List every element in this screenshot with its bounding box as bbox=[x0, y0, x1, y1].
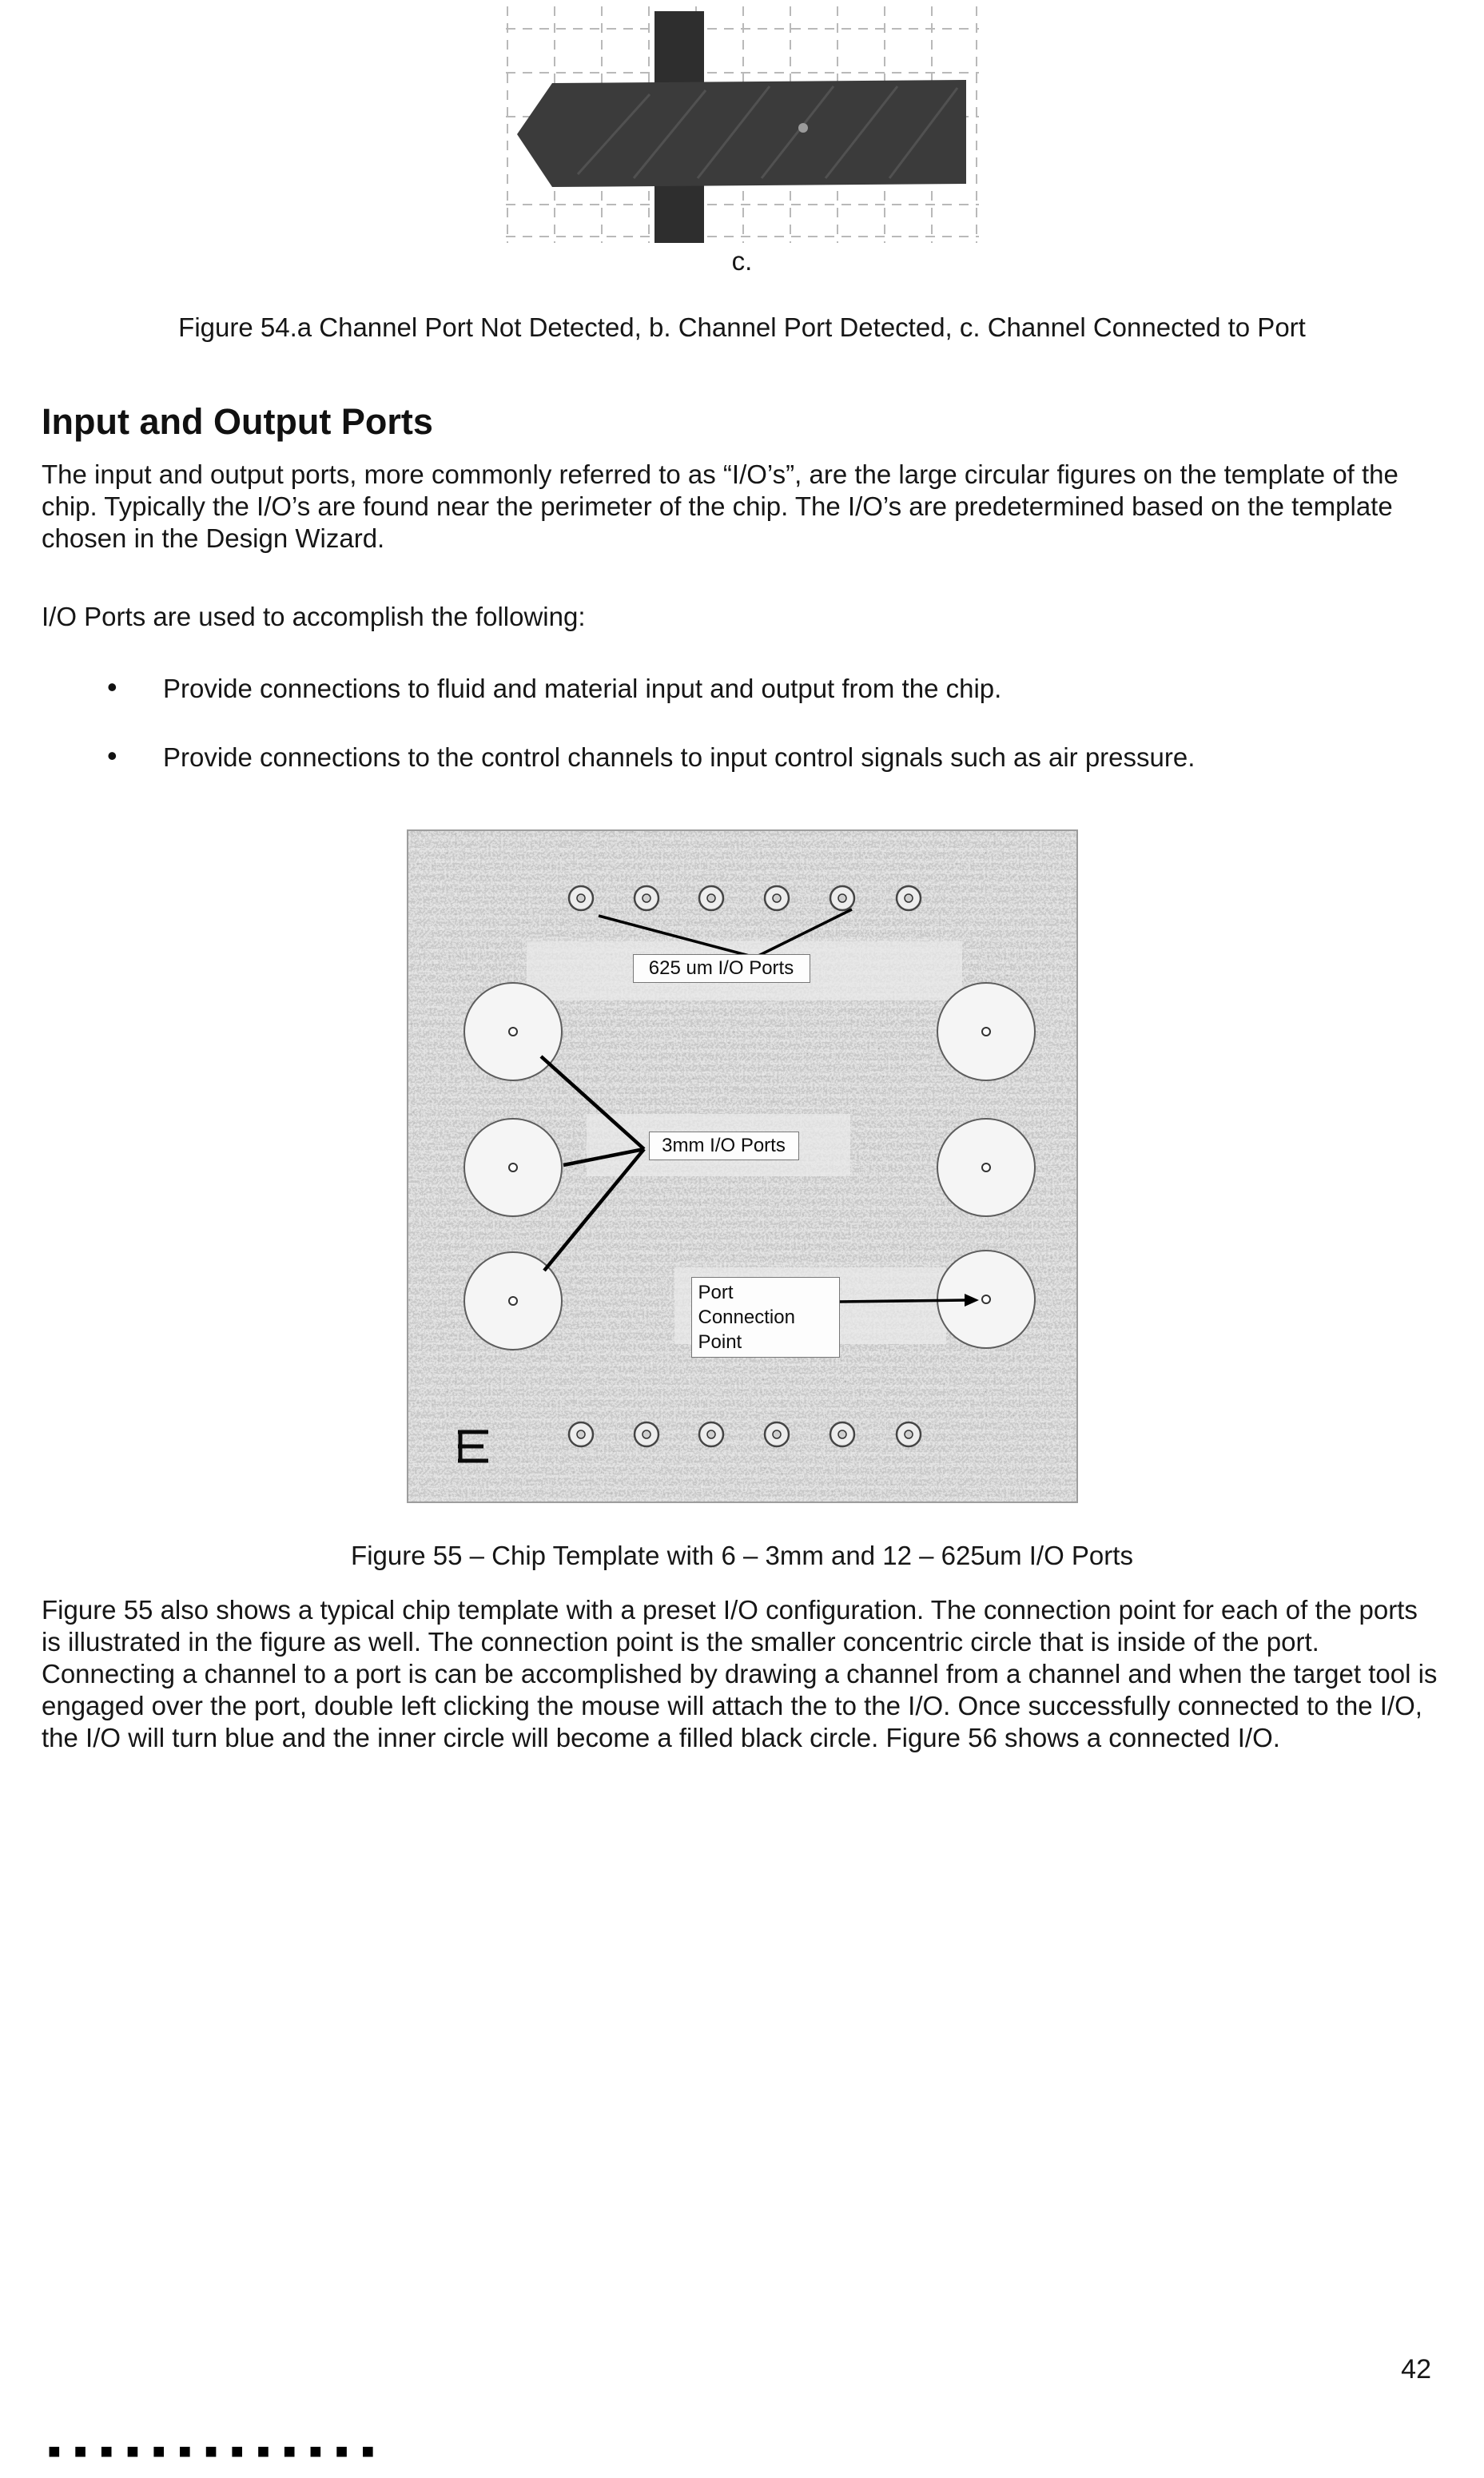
figure55-caption: Figure 55 – Chip Template with 6 – 3mm and 12 – 625um I/O Ports bbox=[351, 1541, 1133, 1570]
port-connection-point bbox=[982, 1295, 990, 1303]
bullet-icon: • bbox=[107, 670, 117, 703]
chip-template-image bbox=[407, 829, 1078, 1503]
label-625um-ports: 625 um I/O Ports bbox=[633, 954, 810, 983]
port-connection-dot bbox=[798, 123, 808, 133]
page-content bbox=[0, 6, 1484, 1754]
callout-line-connection-point bbox=[838, 1300, 966, 1302]
channel-arrow bbox=[517, 80, 966, 187]
bullet-text: Provide connections to fluid and material input and output from the chip. bbox=[163, 674, 1002, 703]
port-connection-point bbox=[509, 1028, 517, 1036]
port-connection-point bbox=[982, 1028, 990, 1036]
figure54c-image bbox=[506, 6, 979, 243]
chip-template-figure bbox=[407, 829, 1078, 1503]
main-paragraph: Figure 55 also shows a typical chip template with a preset I/O configuration. The connection point for each of the ports is illustrated in the figure as well. The connection point is the smaller concentric circle that is inside of the port. Connecting a channel to a port is can be accomplished by drawing a channel from a channel and when the target tool is engaged over the port, double left clicking the mouse will attach the to the I/O. Once successfully connected to the I/O, the I/O will turn blue and the inner circle will become a filled black circle. Figure 56 shows a connected I/O. bbox=[42, 1595, 1438, 1752]
channel-connected-to-port-illustration bbox=[506, 6, 979, 243]
port-connection-point bbox=[509, 1163, 517, 1171]
list-item bbox=[42, 670, 1322, 705]
bullet-icon: • bbox=[107, 739, 117, 772]
label-3mm-ports: 3mm I/O Ports bbox=[649, 1132, 799, 1160]
bullet-text: Provide connections to the control channels to input control signals such as air pressure. bbox=[163, 742, 1196, 772]
intro-paragraph: The input and output ports, more commonly referred to as “I/O’s”, are the large circular figures on the template of the chip. Typically the I/O’s are found near the perimeter of the chip. The I/O’s are predetermined based on the template chosen in the Design Wizard. bbox=[42, 459, 1398, 553]
list-intro: I/O Ports are used to accomplish the following: bbox=[42, 602, 586, 631]
figure54c-sublabel: c. bbox=[731, 246, 753, 276]
document-page bbox=[0, 6, 1484, 2478]
figure54-caption: Figure 54.a Channel Port Not Detected, b. Channel Port Detected, c. Channel Connected to Port bbox=[178, 312, 1306, 342]
io-ports-bullet-list bbox=[42, 670, 1442, 774]
port-connection-point bbox=[982, 1163, 990, 1171]
port-connection-point bbox=[509, 1297, 517, 1305]
page-number: 42 bbox=[1401, 2354, 1431, 2385]
section-heading: Input and Output Ports bbox=[42, 401, 433, 442]
label-port-connection-point: Port Connection Point bbox=[691, 1277, 840, 1358]
list-item bbox=[42, 739, 1322, 774]
footer-marks: ■■■■■■■■■■■■■ bbox=[48, 2439, 388, 2463]
